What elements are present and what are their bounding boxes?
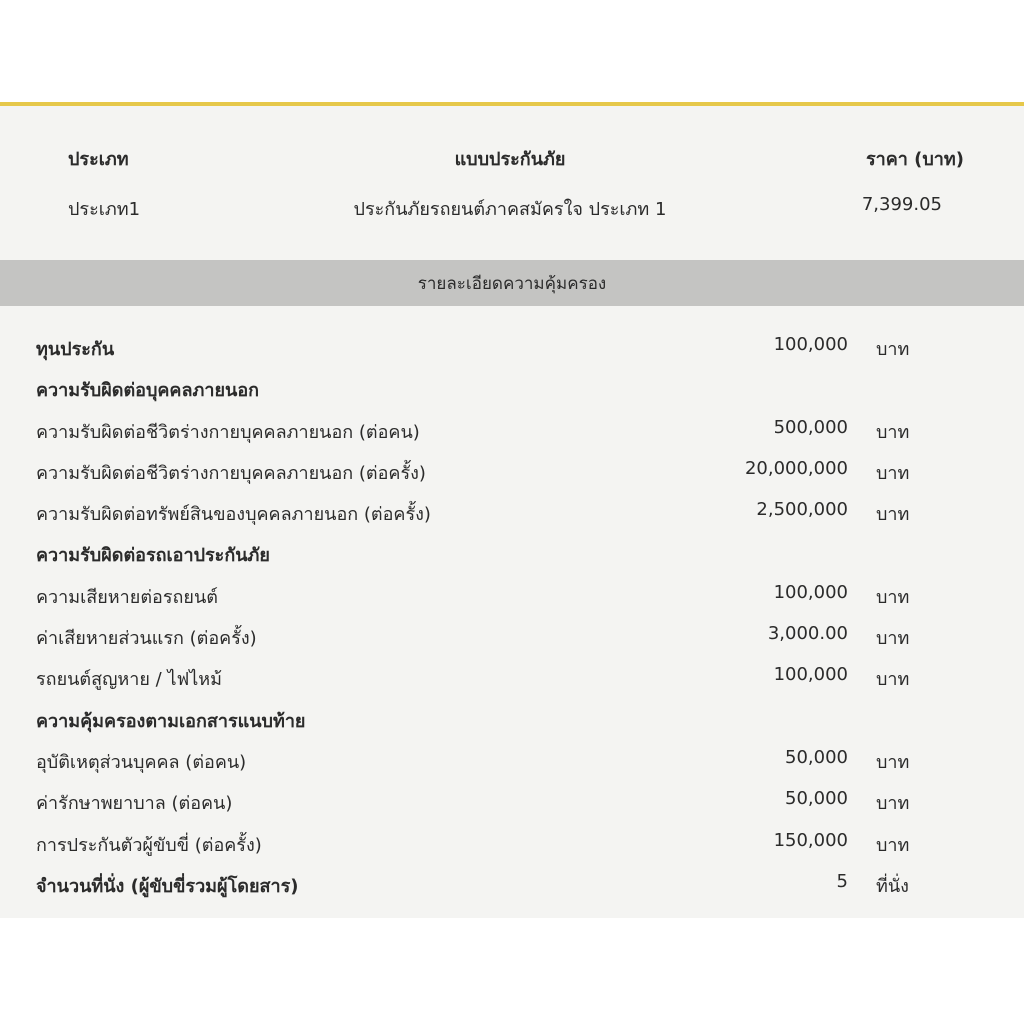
- coverage-row: [0, 780, 1024, 821]
- plan-price: 7,399.05: [861, 194, 942, 215]
- coverage-value: 100,000: [773, 334, 848, 355]
- coverage-row: [0, 656, 1024, 697]
- coverage-unit: บาท: [876, 421, 910, 443]
- coverage-value: 3,000.00: [767, 623, 848, 645]
- coverage-label: ความเสียหายต่อรถยนต์: [36, 586, 218, 608]
- header-plan: แบบประกันภัย: [454, 149, 566, 170]
- coverage-value: 100,000: [773, 664, 848, 686]
- coverage-row: [0, 863, 1024, 904]
- coverage-group-heading: [0, 698, 1024, 739]
- coverage-unit: บาท: [876, 586, 910, 608]
- coverage-label: ความรับผิดต่อรถเอาประกันภัย: [36, 545, 270, 567]
- coverage-unit: บาท: [876, 462, 910, 484]
- coverage-row: [0, 326, 1024, 367]
- coverage-value: 5: [836, 870, 848, 892]
- coverage-unit: บาท: [876, 751, 910, 773]
- coverage-group-heading: [0, 367, 1024, 408]
- coverage-list: [0, 326, 1024, 904]
- plan-type: ประเภท1: [68, 199, 141, 220]
- coverage-label: ทุนประกัน: [36, 339, 115, 360]
- coverage-row: [0, 574, 1024, 615]
- coverage-value: 150,000: [773, 829, 848, 851]
- quote-panel: [0, 106, 1024, 918]
- coverage-label: การประกันตัวผู้ขับขี่ (ต่อครั้ง): [36, 834, 262, 856]
- coverage-unit: บาท: [876, 504, 910, 526]
- coverage-value: 500,000: [773, 416, 848, 438]
- coverage-section-header: [0, 260, 1024, 306]
- coverage-value: 100,000: [773, 581, 848, 603]
- coverage-row: [0, 491, 1024, 532]
- coverage-label: ค่ารักษาพยาบาล (ต่อคน): [36, 793, 233, 815]
- coverage-row: [0, 739, 1024, 780]
- coverage-group-heading: [0, 532, 1024, 573]
- coverage-unit: บาท: [876, 628, 910, 650]
- coverage-row: [0, 822, 1024, 863]
- coverage-row: [0, 450, 1024, 491]
- coverage-unit: บาท: [876, 669, 910, 691]
- header-price: ราคา (บาท): [865, 149, 964, 170]
- coverage-value: 50,000: [785, 746, 848, 768]
- coverage-unit: บาท: [876, 793, 910, 815]
- plan-name: ประกันภัยรถยนต์ภาคสมัครใจ ประเภท 1: [353, 199, 667, 220]
- coverage-row: [0, 615, 1024, 656]
- coverage-label: ค่าเสียหายส่วนแรก (ต่อครั้ง): [36, 628, 257, 650]
- coverage-unit: บาท: [876, 339, 910, 360]
- coverage-label: จำนวนที่นั่ง (ผู้ขับขี่รวมผู้โดยสาร): [36, 875, 299, 897]
- coverage-section-title: รายละเอียดความคุ้มครอง: [417, 273, 607, 294]
- coverage-label: ความคุ้มครองตามเอกสารแนบท้าย: [36, 710, 306, 732]
- coverage-unit: บาท: [876, 834, 910, 856]
- coverage-label: รถยนต์สูญหาย / ไฟไหม้: [36, 669, 223, 691]
- coverage-label: ความรับผิดต่อบุคคลภายนอก: [36, 380, 260, 402]
- coverage-label: ความรับผิดต่อชีวิตร่างกายบุคคลภายนอก (ต่อครั้ง): [36, 462, 426, 484]
- coverage-label: ความรับผิดต่อชีวิตร่างกายบุคคลภายนอก (ต่อคน): [36, 421, 420, 443]
- coverage-unit: ที่นั่ง: [876, 875, 909, 897]
- coverage-value: 50,000: [785, 788, 848, 810]
- coverage-label: ความรับผิดต่อทรัพย์สินของบุคคลภายนอก (ต่อครั้ง): [36, 504, 431, 526]
- coverage-label: อุบัติเหตุส่วนบุคคล (ต่อคน): [36, 751, 247, 773]
- coverage-value: 20,000,000: [744, 457, 848, 479]
- coverage-value: 2,500,000: [756, 499, 848, 521]
- header-type: ประเภท: [68, 149, 129, 170]
- coverage-row: [0, 409, 1024, 450]
